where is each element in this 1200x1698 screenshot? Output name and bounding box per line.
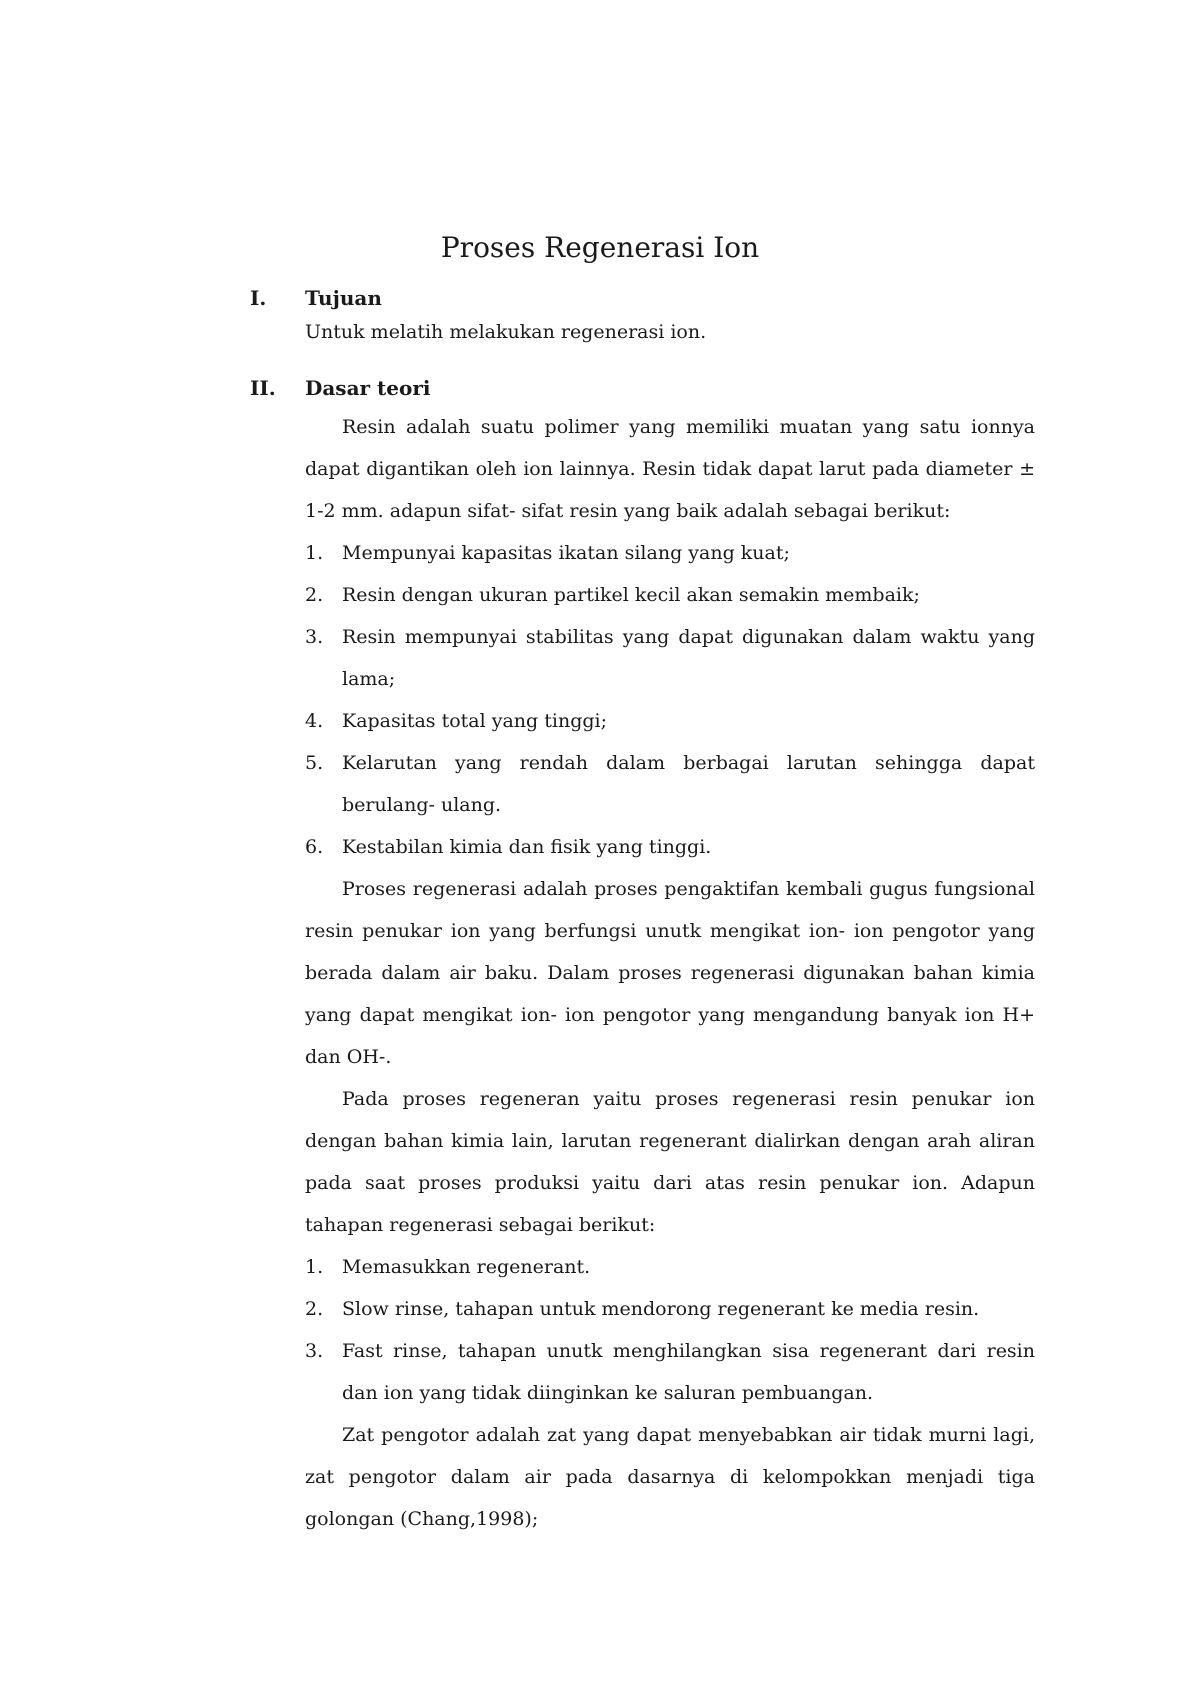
list-number: 3. — [305, 626, 324, 648]
paragraph-regenerasi: Proses regenerasi adalah proses pengaktifan kembali gugus fungsional resin penukar ion yang berfungsi unutk mengikat ion- ion pengotor yang berada dalam air baku. Dalam proses regenerasi digunakan bahan kimia yang dapat mengikat ion- ion pengotor yang mengandung banyak ion H+ dan OH-. — [305, 878, 1035, 1068]
list-number: 1. — [305, 1256, 324, 1278]
list-text: Fast rinse, tahapan unutk menghilangkan sisa regenerant dari resin dan ion yang tidak diinginkan ke saluran pembuangan. — [342, 1340, 1035, 1404]
section-heading: Dasar teori — [305, 376, 431, 400]
document-title: Proses Regenerasi Ion — [440, 231, 760, 264]
list-text: Resin dengan ukuran partikel kecil akan semakin membaik; — [342, 584, 920, 606]
list-item — [305, 700, 1035, 742]
list-item — [305, 1246, 1035, 1288]
paragraph-zat-pengotor: Zat pengotor adalah zat yang dapat menyebabkan air tidak murni lagi, zat pengotor dalam air pada dasarnya di kelompokkan menjadi tiga golongan (Chang,1998); — [305, 1424, 1035, 1530]
regeneration-steps-list — [305, 1246, 1035, 1414]
section-body — [305, 284, 1035, 346]
list-number: 2. — [305, 584, 324, 606]
paragraph-regeneran: Pada proses regeneran yaitu proses regenerasi resin penukar ion dengan bahan kimia lain, larutan regenerant dialirkan dengan arah aliran pada saat proses produksi yaitu dari atas resin penukar ion. Adapun tahapan regenerasi sebagai berikut: — [305, 1088, 1035, 1236]
list-text: Slow rinse, tahapan untuk mendorong regenerant ke media resin. — [342, 1298, 980, 1320]
list-text: Kestabilan kimia dan fisik yang tinggi. — [342, 836, 712, 858]
list-number: 3. — [305, 1340, 324, 1362]
list-number: 4. — [305, 710, 324, 732]
list-item — [305, 532, 1035, 574]
list-text: Kapasitas total yang tinggi; — [342, 710, 607, 732]
list-item — [305, 616, 1035, 700]
list-item — [305, 742, 1035, 826]
list-text: Resin mempunyai stabilitas yang dapat digunakan dalam waktu yang lama; — [342, 626, 1035, 690]
paragraph-intro: Resin adalah suatu polimer yang memiliki muatan yang satu ionnya dapat digantikan oleh ion lainnya. Resin tidak dapat larut pada diameter ± 1-2 mm. adapun sifat- sifat resin yang baik adalah sebagai berikut: — [305, 416, 1035, 522]
list-item — [305, 574, 1035, 616]
section-number: I. — [250, 286, 267, 310]
list-text: Mempunyai kapasitas ikatan silang yang kuat; — [342, 542, 790, 564]
list-text: Memasukkan regenerant. — [342, 1256, 591, 1278]
list-item — [305, 826, 1035, 868]
list-number: 1. — [305, 542, 324, 564]
list-item — [305, 1288, 1035, 1330]
section-body — [305, 374, 1035, 1540]
resin-properties-list — [305, 532, 1035, 868]
list-item — [305, 1330, 1035, 1414]
list-number: 6. — [305, 836, 324, 858]
section-number: II. — [250, 376, 276, 400]
list-number: 2. — [305, 1298, 324, 1320]
list-text: Kelarutan yang rendah dalam berbagai larutan sehingga dapat berulang- ulang. — [342, 752, 1035, 816]
section-heading: Tujuan — [305, 286, 382, 310]
section-text: Untuk melatih melakukan regenerasi ion. — [305, 321, 707, 343]
list-number: 5. — [305, 752, 324, 774]
